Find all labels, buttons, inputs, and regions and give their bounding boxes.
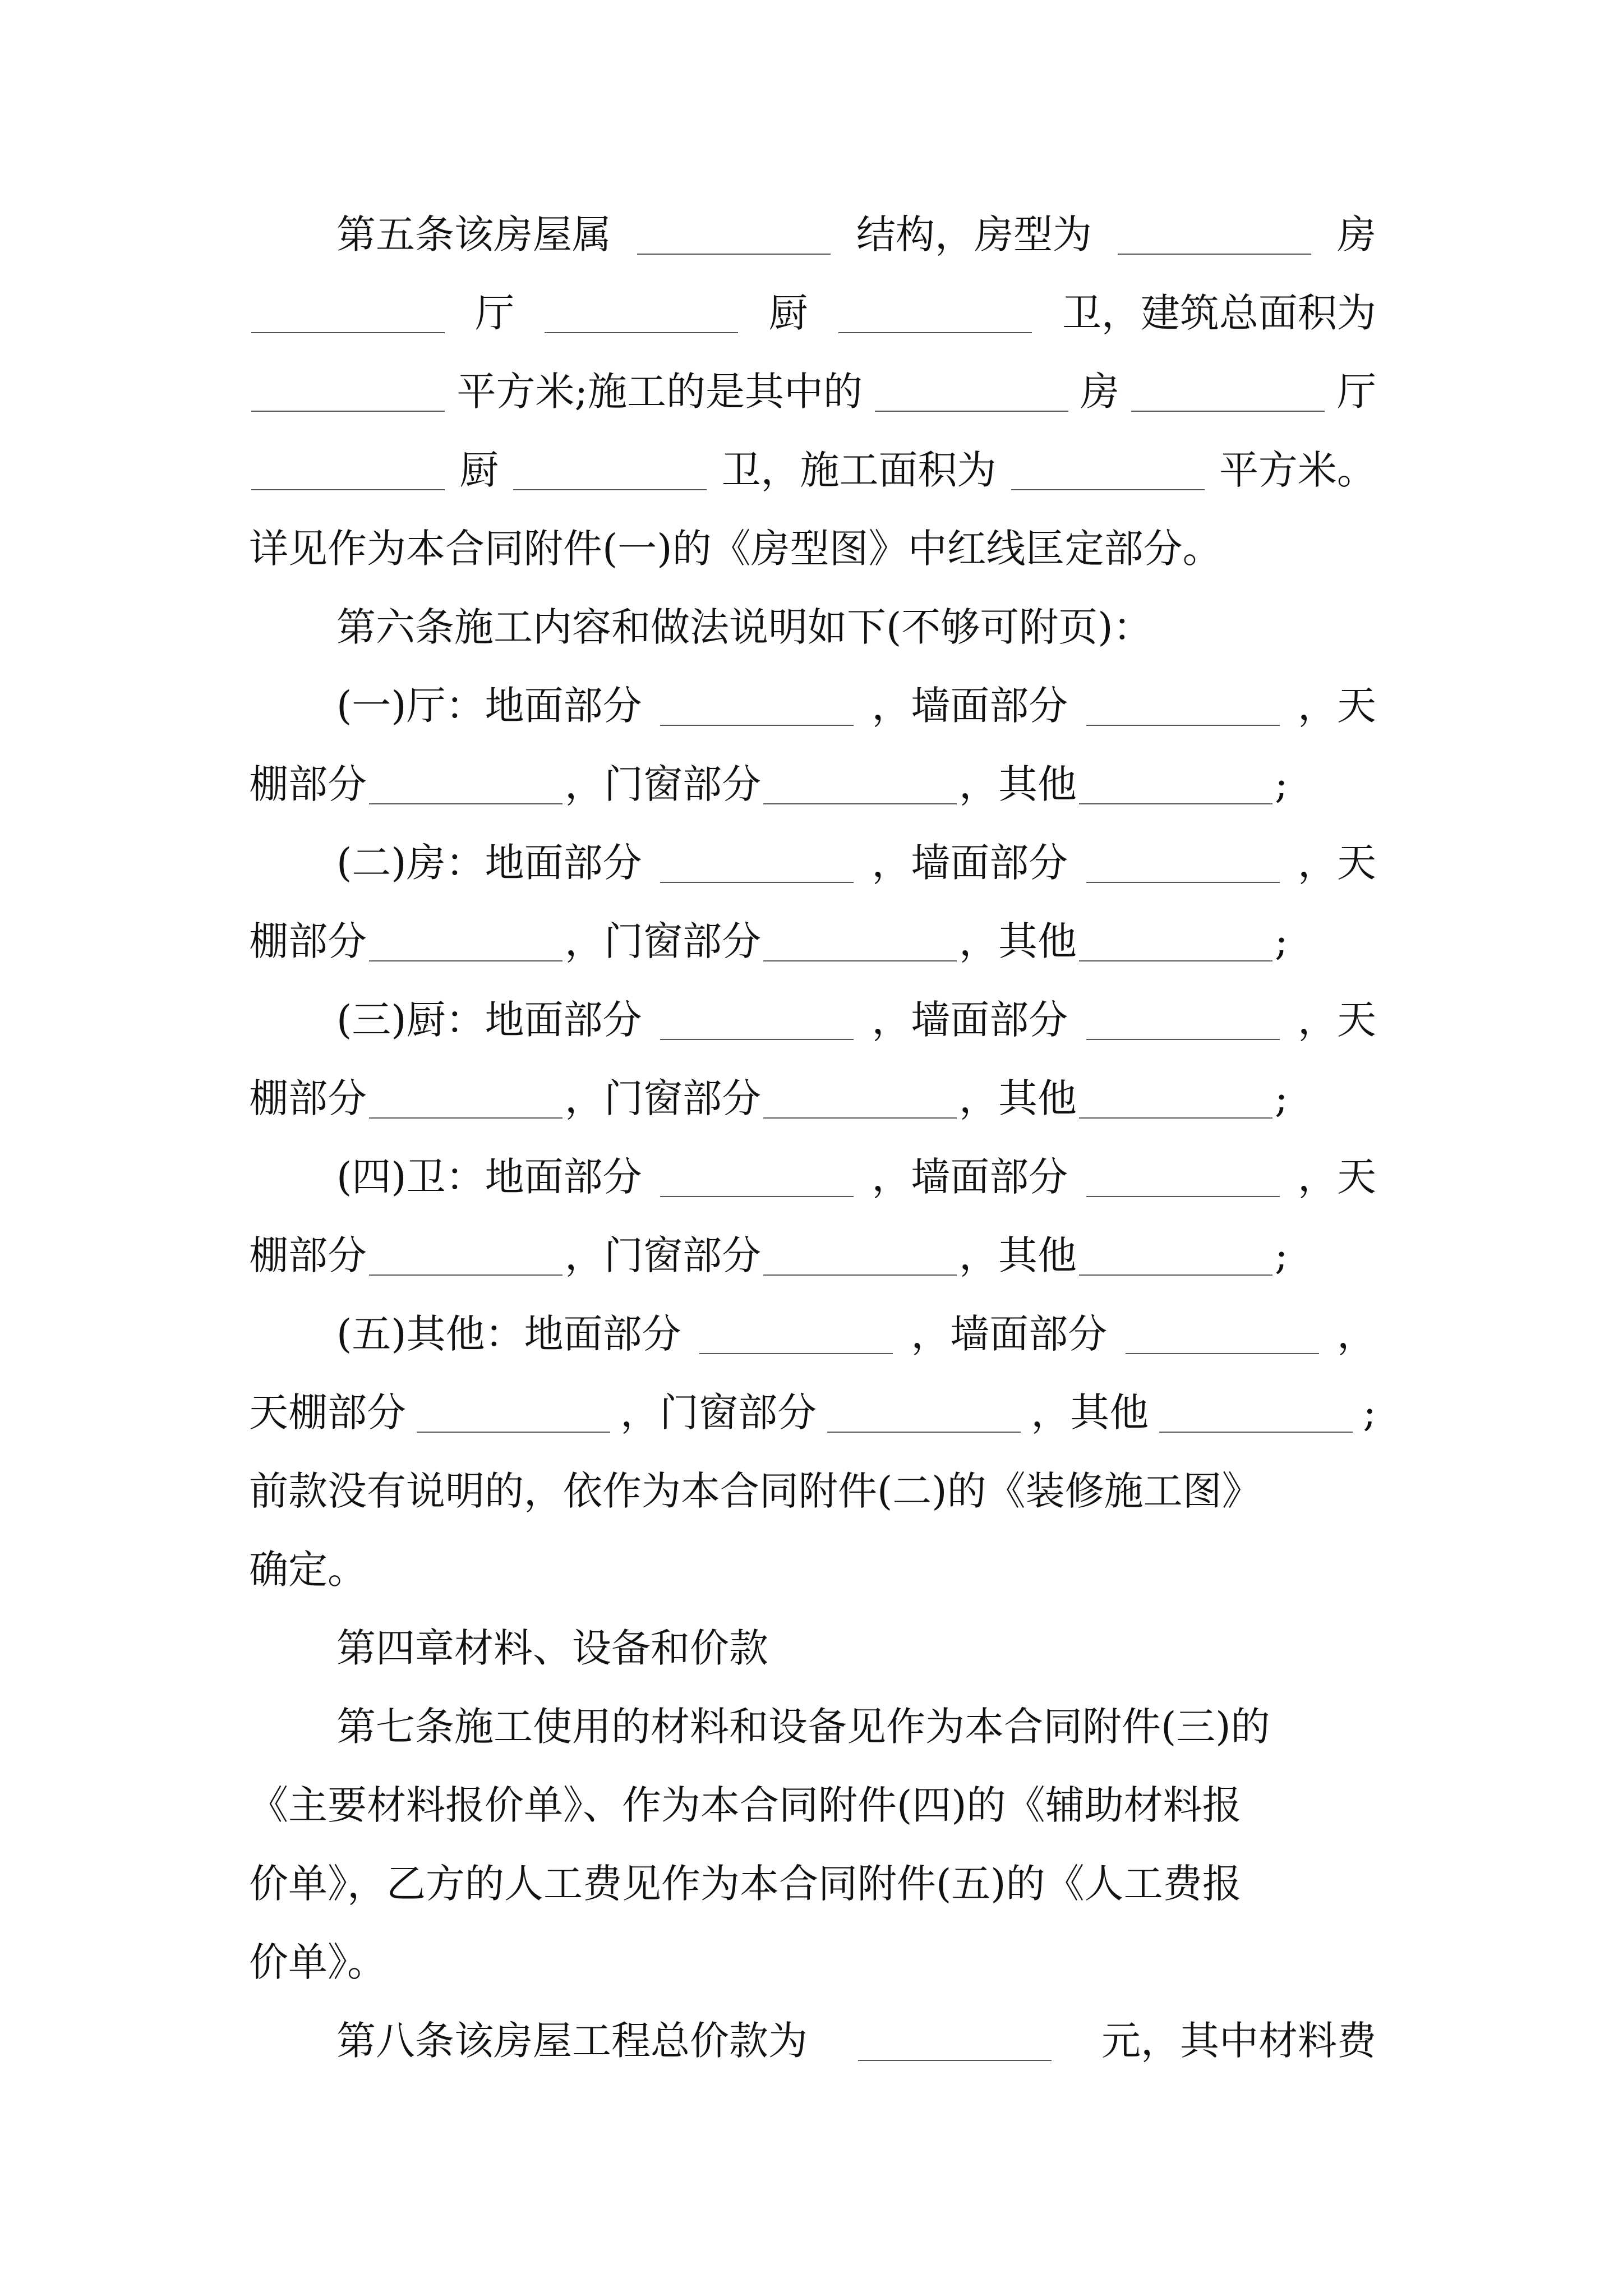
blank-field[interactable]: [1126, 1314, 1319, 1354]
blank-field[interactable]: [827, 1392, 1021, 1433]
text: 第七条施工使用的材料和设备见作为本合同附件(三)的: [336, 1704, 1270, 1750]
article-7-line-4: [249, 1923, 1376, 2001]
text: 价单》，乙方的人工费见作为本合同附件(五)的《人工费报: [249, 1861, 1242, 1907]
text: ;: [1275, 918, 1288, 964]
text: ，门窗部分: [620, 1389, 817, 1435]
text: 确定。: [249, 1547, 367, 1593]
article-7-line-1: [336, 1687, 1376, 1766]
text: (一)厅：地面部分: [336, 683, 642, 729]
text: ，其他: [959, 761, 1077, 807]
text: ，门窗部分: [565, 918, 761, 964]
article-6-tail-1: [249, 1452, 1376, 1530]
blank-field[interactable]: [1131, 371, 1325, 412]
text: (五)其他：地面部分: [336, 1311, 681, 1357]
article-5-line-5: [249, 509, 1376, 588]
text: ;: [1275, 1232, 1288, 1278]
text: 第五条该房屋属: [336, 211, 611, 257]
article-5-line-4: [249, 431, 1376, 509]
text: ;: [1275, 1075, 1288, 1121]
text: (三)厨：地面部分: [336, 997, 642, 1043]
text: ，门窗部分: [565, 1075, 761, 1121]
text: ，其他: [959, 1232, 1077, 1278]
text: ，门窗部分: [565, 1232, 761, 1278]
blank-field[interactable]: [660, 1000, 854, 1040]
text: 厨: [459, 447, 499, 493]
blank-field[interactable]: [660, 685, 854, 726]
blank-field[interactable]: [660, 1157, 854, 1197]
text: ，墙面部分: [872, 840, 1068, 886]
chapter-4-heading: [336, 1609, 1376, 1687]
article-8-line-1: [336, 2001, 1376, 2080]
blank-field[interactable]: [1011, 450, 1205, 490]
item-3-line-2: [249, 1059, 1376, 1138]
text: (二)房：地面部分: [336, 840, 642, 886]
text: 第四章材料、设备和价款: [336, 1625, 768, 1671]
blank-field[interactable]: [1086, 843, 1280, 883]
article-7-line-3: [249, 1844, 1376, 1923]
blank-field[interactable]: [1079, 1235, 1272, 1276]
blank-field[interactable]: [763, 1235, 957, 1276]
blank-field[interactable]: [858, 2021, 1052, 2061]
item-1-line-1: [336, 666, 1376, 745]
item-4-line-2: [249, 1216, 1376, 1295]
item-5-line-1: [336, 1295, 1376, 1373]
text: ，墙面部分: [872, 1154, 1068, 1200]
text: 第八条该房屋工程总价款为: [336, 2018, 808, 2064]
item-3-line-1: [336, 981, 1376, 1059]
article-7-line-2: [249, 1766, 1376, 1844]
blank-field[interactable]: [763, 921, 957, 961]
text: ，墙面部分: [911, 1311, 1108, 1357]
blank-field[interactable]: [763, 1078, 957, 1119]
text: 棚部分: [249, 918, 367, 964]
blank-field[interactable]: [1086, 685, 1280, 726]
item-4-line-1: [336, 1138, 1376, 1216]
text: ，墙面部分: [872, 997, 1068, 1043]
blank-field[interactable]: [1159, 1392, 1353, 1433]
text: ，其他: [1031, 1389, 1149, 1435]
text: 天棚部分: [249, 1389, 406, 1435]
blank-field[interactable]: [417, 1392, 610, 1433]
text: 棚部分: [249, 1075, 367, 1121]
blank-field[interactable]: [1118, 214, 1311, 255]
text: ，天: [1298, 840, 1376, 886]
blank-field[interactable]: [637, 214, 831, 255]
blank-field[interactable]: [545, 293, 738, 333]
blank-field[interactable]: [251, 371, 445, 412]
text: 卫，建筑总面积为: [1062, 290, 1376, 336]
blank-field[interactable]: [838, 293, 1032, 333]
blank-field[interactable]: [1086, 1157, 1280, 1197]
article-6-tail-2: [249, 1530, 1376, 1609]
blank-field[interactable]: [369, 1235, 562, 1276]
text: ，门窗部分: [565, 761, 761, 807]
text: ，其他: [959, 1075, 1077, 1121]
blank-field[interactable]: [875, 371, 1068, 412]
text: ;: [1275, 761, 1288, 807]
text: 详见作为本合同附件(一)的《房型图》中红线匡定部分。: [249, 526, 1222, 572]
text: 棚部分: [249, 1232, 367, 1278]
text: ，墙面部分: [872, 683, 1068, 729]
blank-field[interactable]: [369, 921, 562, 961]
blank-field[interactable]: [1079, 1078, 1272, 1119]
blank-field[interactable]: [1079, 921, 1272, 961]
blank-field[interactable]: [369, 764, 562, 804]
item-2-line-1: [336, 823, 1376, 902]
text: 厨: [768, 290, 808, 336]
text: ;: [1363, 1389, 1376, 1435]
blank-field[interactable]: [1079, 764, 1272, 804]
text: 第六条施工内容和做法说明如下(不够可附页)：: [336, 604, 1152, 650]
blank-field[interactable]: [369, 1078, 562, 1119]
text: 卫，施工面积为: [721, 447, 997, 493]
text: 价单》。: [249, 1939, 386, 1985]
text: 房: [1337, 211, 1376, 257]
text: 房: [1080, 369, 1119, 415]
article-5-line-1: [336, 195, 1376, 274]
text: 前款没有说明的，依作为本合同附件(二)的《装修施工图》: [249, 1468, 1261, 1514]
text: 平方米;施工的是其中的: [457, 369, 863, 415]
blank-field[interactable]: [660, 843, 854, 883]
blank-field[interactable]: [513, 450, 707, 490]
text: 结构，房型为: [856, 211, 1092, 257]
text: ，天: [1298, 1154, 1376, 1200]
blank-field[interactable]: [251, 293, 445, 333]
blank-field[interactable]: [1086, 1000, 1280, 1040]
item-1-line-2: [249, 745, 1376, 823]
article-5-line-2: [249, 274, 1376, 352]
text: 平方米。: [1219, 447, 1376, 493]
item-2-line-2: [249, 902, 1376, 981]
article-5-line-3: [249, 352, 1376, 431]
text: ，: [1337, 1311, 1376, 1357]
text: ，天: [1298, 683, 1376, 729]
blank-field[interactable]: [699, 1314, 893, 1354]
text: (四)卫：地面部分: [336, 1154, 642, 1200]
blank-field[interactable]: [763, 764, 957, 804]
text: 元，其中材料费: [1101, 2018, 1376, 2064]
text: ，其他: [959, 918, 1077, 964]
text: 《主要材料报价单》、作为本合同附件(四)的《辅助材料报: [249, 1782, 1242, 1828]
text: 厅: [475, 290, 515, 336]
text: 厅: [1336, 369, 1376, 415]
item-5-line-2: [249, 1373, 1376, 1452]
blank-field[interactable]: [251, 450, 445, 490]
text: 棚部分: [249, 761, 367, 807]
article-6-intro: [336, 588, 1376, 666]
text: ，天: [1298, 997, 1376, 1043]
